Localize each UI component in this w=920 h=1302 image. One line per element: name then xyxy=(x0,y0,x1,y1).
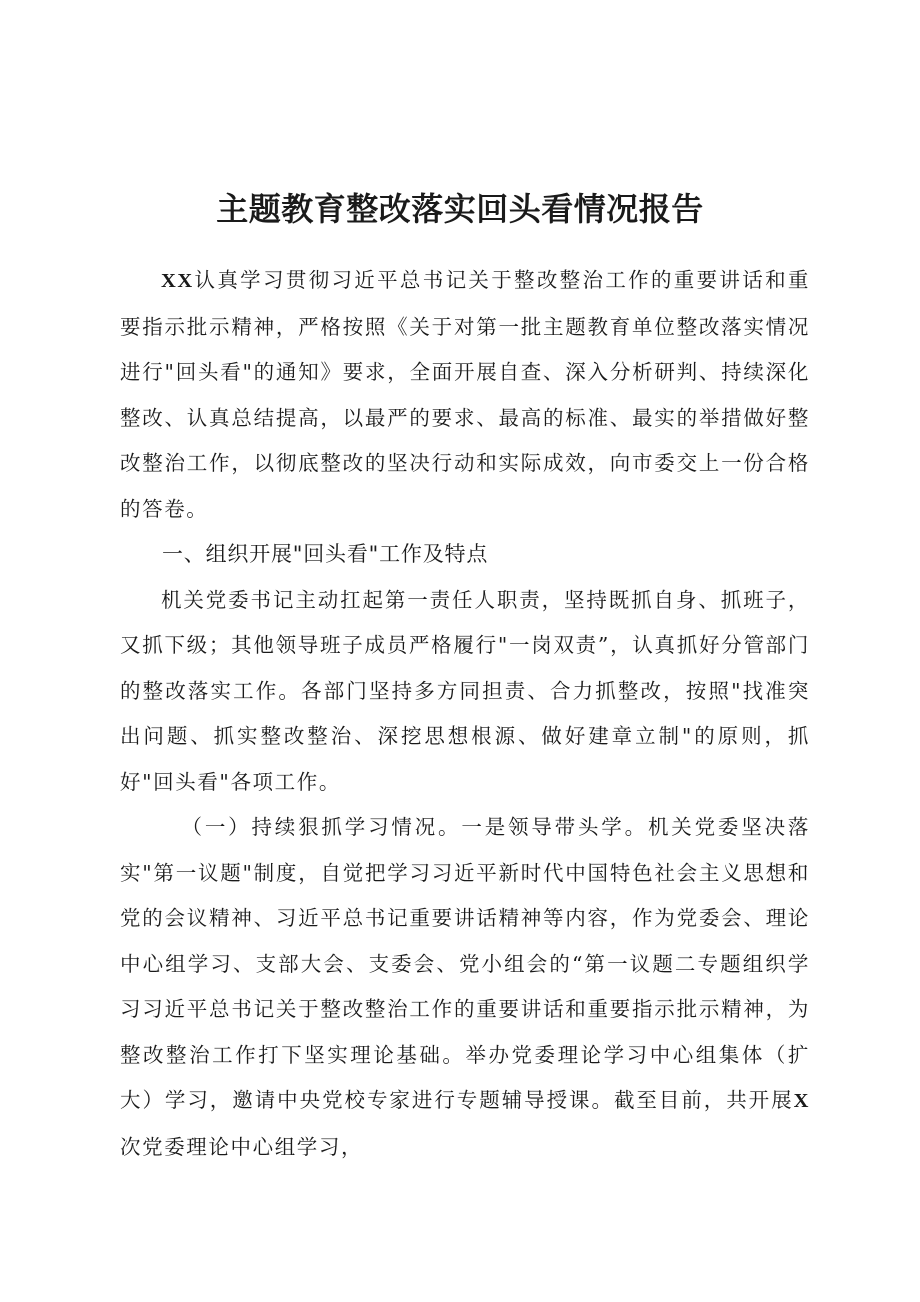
org-placeholder: XX xyxy=(161,270,194,292)
subsection-text: （一）持续狠抓学习情况。一是领导带头学。机关党委坚决落实"第一议题"制度，自觉把学习习近平新时代中国特色社会主义思想和党的会议精神、习近平总书记重要讲话精神等内容，作为党委会、理论中心组学习、支部大会、支委会、党小组会的“第一议题二专题组织学习习近平总书记关于整改整治工作的重要讲话和重要指示批示精神，为整改整治工作打下坚实理论基础。举办党委理论学习中心组集体（扩大）学习，邀请中央党校专家进行专题辅导授课。截至目前，共开展 xyxy=(120,815,810,1112)
section-heading: 一、组织开展"回头看"工作及特点 xyxy=(162,542,489,566)
intro-text: 认真学习贯彻习近平总书记关于整改整治工作的重要讲话和重要指示批示精神，严格按照《关于对第一批主题教育单位整改落实情况进行"回头看"的通知》要求，全面开展自查、深入分析研判、持续深化整改、认真总结提高，以最严的要求、最高的标准、最实的举措做好整改整治工作，以彻底整改的坚决行动和实际成效，向市委交上一份合格的答卷。 xyxy=(120,268,810,521)
subsection-paragraph xyxy=(120,805,810,1170)
intro-paragraph xyxy=(120,258,810,532)
document-title: 主题教育整改落实回头看情况报告 xyxy=(216,190,704,228)
section-paragraph: 机关党委书记主动扛起第一责任人职责，坚持既抓自身、抓班子，又抓下级；其他领导班子成员严格履行"一岗双责”，认真抓好分管部门的整改落实工作。各部门坚持多方同担责、合力抓整改，按照"找准突出问题、抓实整改整治、深挖思想根源、做好建章立制"的原则，抓好"回头看"各项工作。 xyxy=(120,587,810,794)
document-body xyxy=(120,258,810,1170)
count-placeholder: X xyxy=(793,1090,810,1112)
subsection-text-end: 次党委理论中心组学习， xyxy=(120,1134,364,1159)
